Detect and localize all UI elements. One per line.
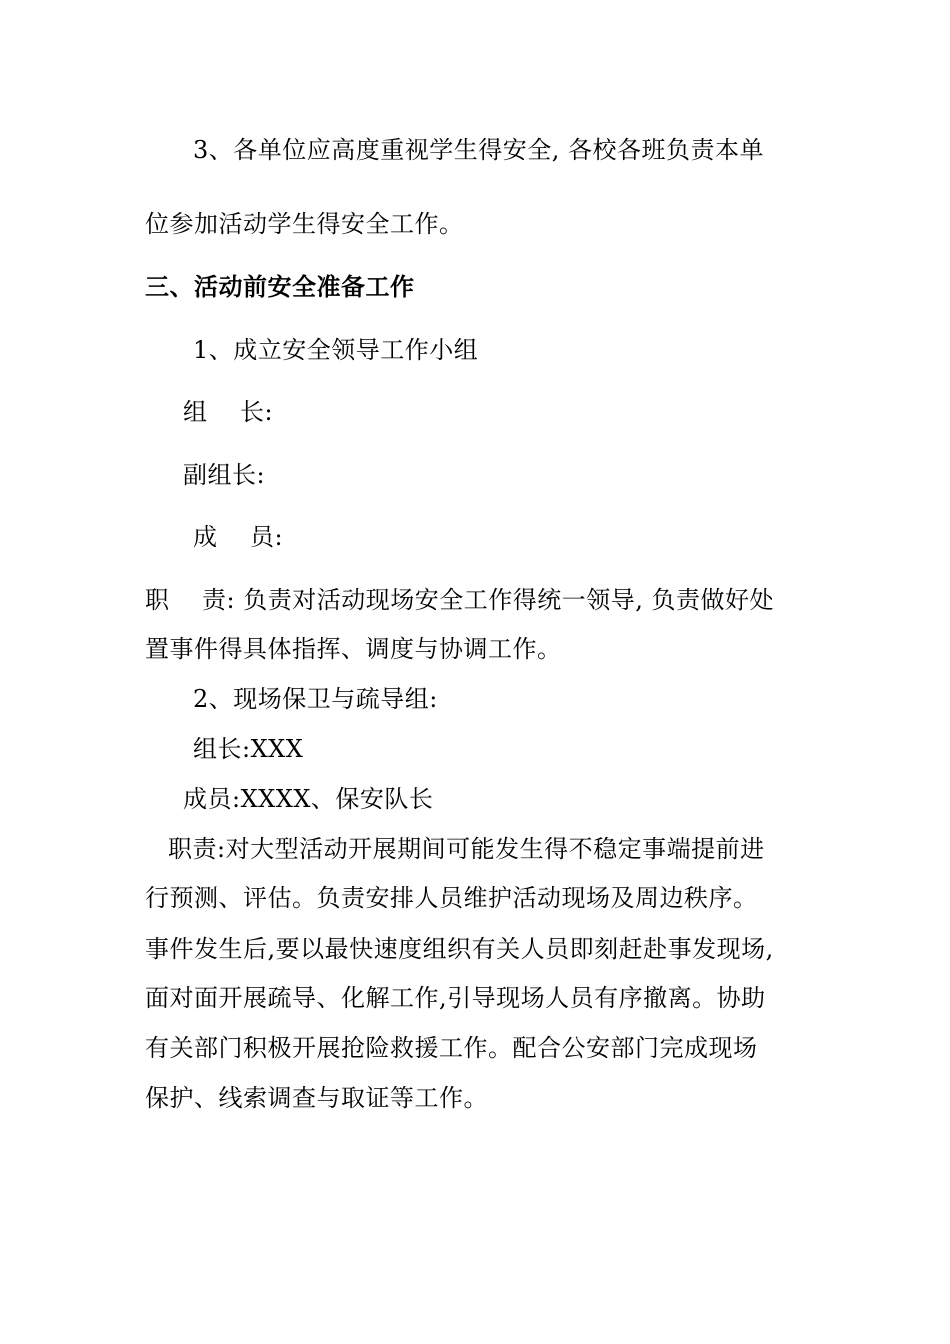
paragraph-line: 有关部门积极开展抢险救援工作。配合公安部门完成现场: [145, 1034, 758, 1062]
paragraph-line: 职 责: 负责对活动现场安全工作得统一领导, 负责做好处: [145, 586, 774, 614]
paragraph-line: 面对面开展疏导、化解工作,引导现场人员有序撤离。协助: [145, 984, 766, 1012]
paragraph-line: 行预测、评估。负责安排人员维护活动现场及周边秩序。: [145, 884, 758, 912]
paragraph-line: 置事件得具体指挥、调度与协调工作。: [145, 635, 562, 663]
paragraph-line: 保护、线索调查与取证等工作。: [145, 1084, 488, 1112]
field-label: 成员:XXXX、保安队长: [183, 785, 434, 813]
paragraph-line: 职责:对大型活动开展期间可能发生得不稳定事端提前进: [168, 835, 765, 863]
field-label: 组长:XXX: [193, 735, 304, 763]
field-label: 副组长:: [183, 461, 266, 489]
field-label: 成 员:: [193, 523, 284, 551]
section-heading: 三、活动前安全准备工作: [145, 272, 415, 301]
paragraph-line: 3、各单位应高度重视学生得安全, 各校各班负责本单: [193, 136, 765, 164]
paragraph-line: 1、成立安全领导工作小组: [193, 336, 479, 364]
paragraph-line: 位参加活动学生得安全工作。: [145, 210, 464, 238]
paragraph-line: 2、现场保卫与疏导组:: [193, 685, 438, 713]
paragraph-line: 事件发生后,要以最快速度组织有关人员即刻赶赴事发现场,: [145, 935, 774, 963]
field-label: 组 长:: [183, 398, 274, 426]
